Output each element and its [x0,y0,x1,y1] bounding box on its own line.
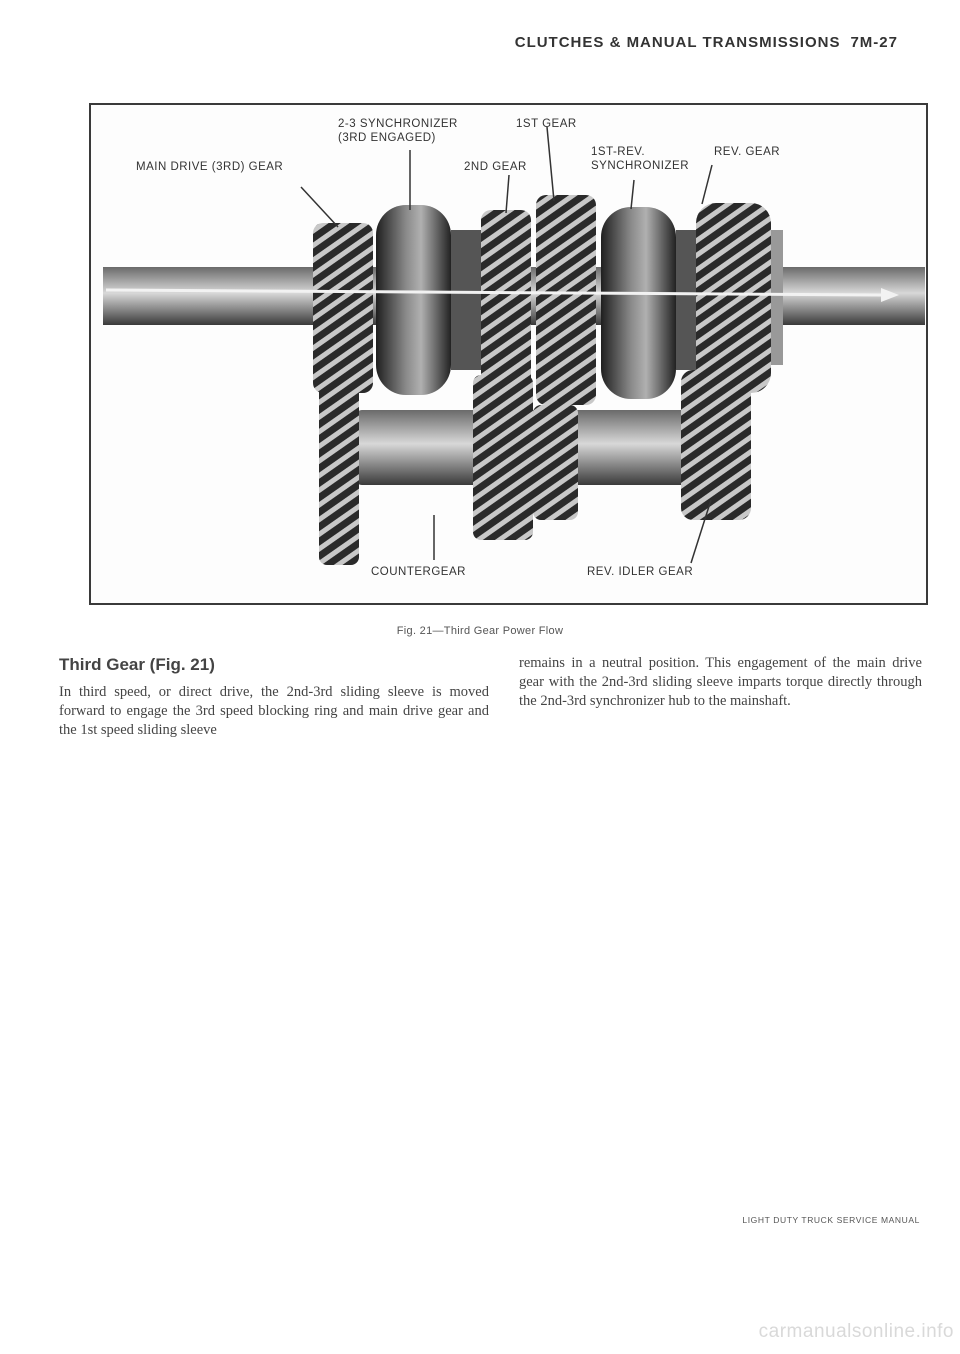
section-heading: Third Gear (Fig. 21) [59,655,215,674]
countergear-first [533,405,578,520]
page-footer: LIGHT DUTY TRUCK SERVICE MANUAL [742,1215,920,1225]
label-rev-idler-gear: REV. IDLER GEAR [587,566,694,578]
figure-caption: Fig. 21—Third Gear Power Flow [396,625,564,637]
synchronizer-1st-rev [601,207,676,399]
page-header [515,34,898,51]
reverse-gear [696,203,771,393]
figure-third-gear-power-flow [89,103,928,605]
label-main-drive-gear: MAIN DRIVE (3RD) GEAR [136,161,284,173]
label-2-3-synchronizer: 2-3 SYNCHRONIZER (3RD ENGAGED) [338,118,458,144]
header-title: CLUTCHES & MANUAL TRANSMISSIONS [514,34,841,51]
page-number: 7M-27 [850,34,898,51]
label-1st-gear: 1ST GEAR [516,118,577,130]
body-text-left: In third speed, or direct drive, the 2nd-3rd sliding sleeve is moved forward to engage the 3rd speed blocking ring and main drive gear and the 1st speed sliding sleeve [59,684,489,738]
countergear-second [473,375,533,540]
countergear-drive [319,360,359,565]
first-gear [536,195,596,405]
reverse-idler-gear [681,370,751,520]
body-text-right: remains in a neutral position. This engagement of the main drive gear with the 2nd-3rd sliding sleeve imparts torque directly through the 2nd-3rd synchronizer hub to the mainshaft. [519,655,922,709]
label-countergear: COUNTERGEAR [371,566,466,578]
synchronizer-23 [376,205,451,395]
label-1st-rev-synchronizer: 1ST-REV. SYNCHRONIZER [591,146,690,172]
label-rev-gear: REV. GEAR [714,146,781,158]
transmission-illustration [91,105,926,603]
label-2nd-gear: 2ND GEAR [464,161,527,173]
watermark: carmanualsonline.info [758,1321,954,1342]
